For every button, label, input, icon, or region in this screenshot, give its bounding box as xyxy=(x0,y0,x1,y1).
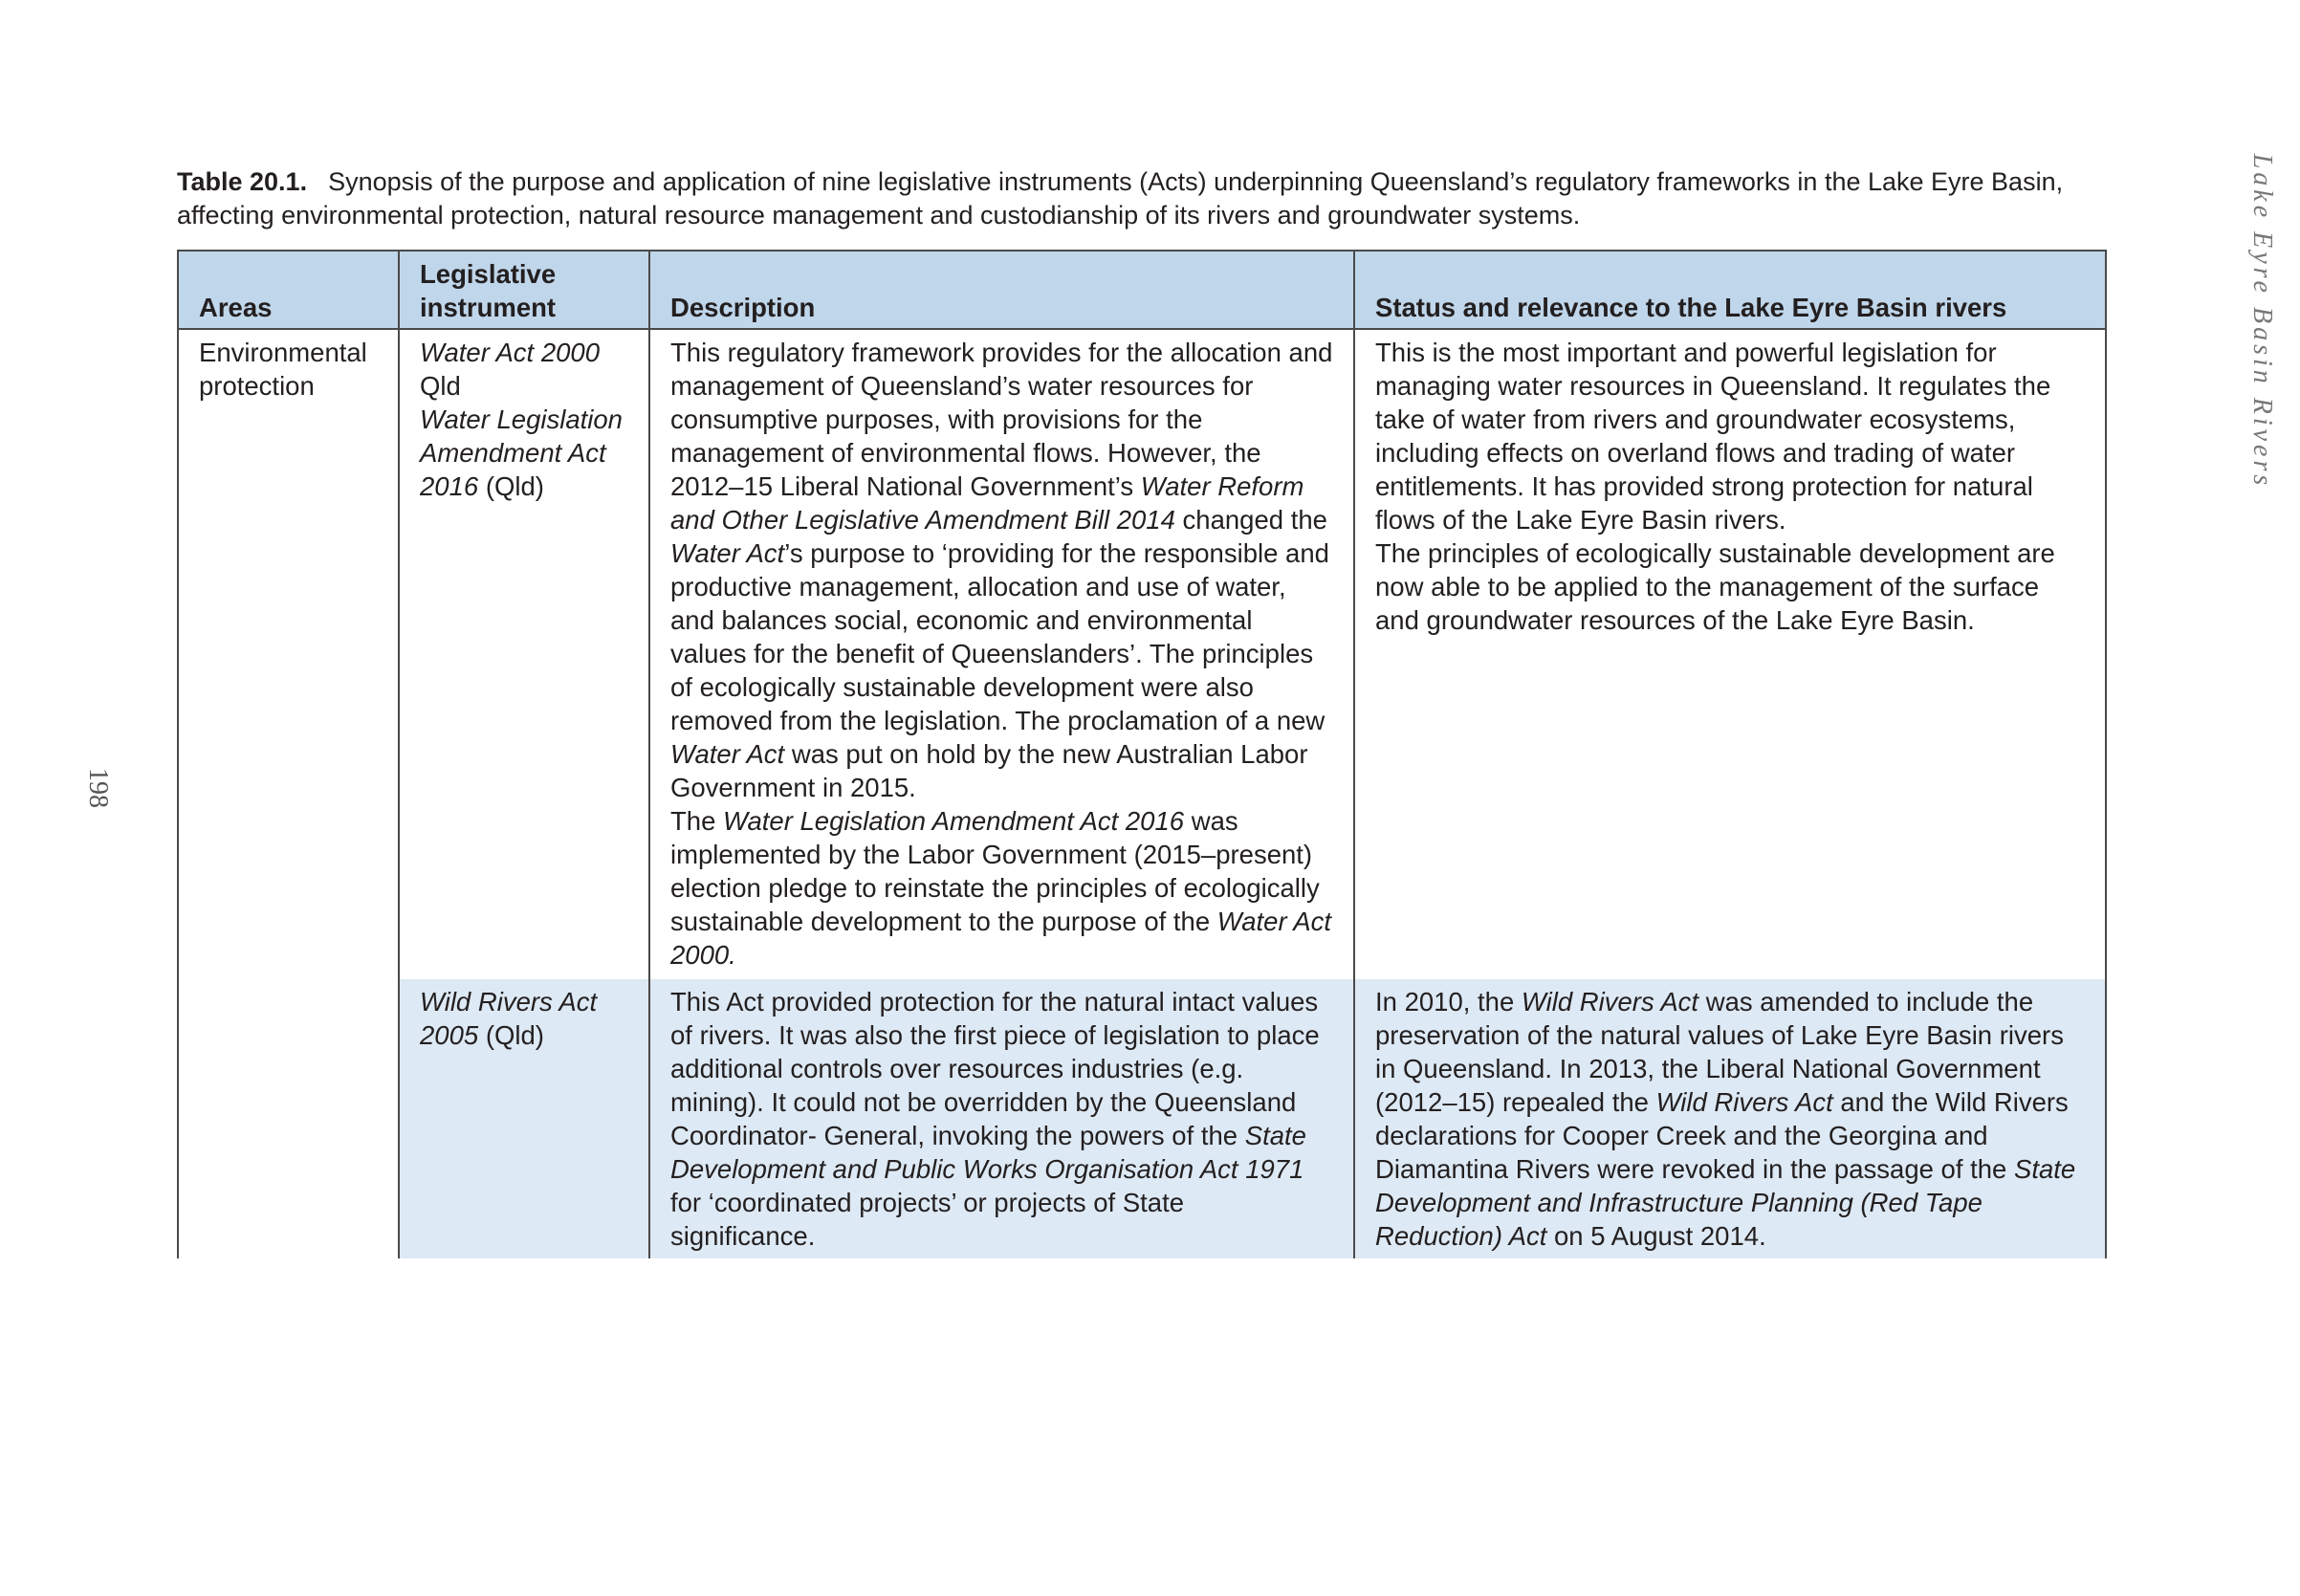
table-row xyxy=(178,329,2106,979)
instrument-title: Water Legislation Amendment Act 2016 xyxy=(420,404,623,501)
text-run: was put on hold by the new Australian Labor Government in 2015. xyxy=(670,739,1308,802)
text-run: The xyxy=(670,806,724,836)
text-run-italic: Water Act 2000. xyxy=(670,907,1331,970)
instrument-jurisdiction: (Qld) xyxy=(478,1020,544,1050)
text-run: changed the xyxy=(1174,505,1327,535)
instrument-jurisdiction: (Qld) xyxy=(478,471,544,501)
text-run-italic: Wild Rivers Act xyxy=(1655,1087,1833,1117)
text-run: This regulatory framework provides for the allocation and management of Queensland’s water resources for consumptive purposes, with provisions for the management of environmental flows. However, the 2012–15 Liberal National Government’s xyxy=(670,338,1333,501)
text-run-italic: Water Reform and Other Legislative Amendment Bill 2014 xyxy=(670,471,1304,535)
text-run-italic: Wild Rivers Act xyxy=(1521,987,1699,1017)
page-number: 198 xyxy=(83,768,113,808)
text-run: on 5 August 2014. xyxy=(1546,1221,1766,1251)
description-paragraph xyxy=(670,336,1334,804)
instrument-title: Wild Rivers Act 2005 xyxy=(420,987,598,1050)
header-description: Description xyxy=(649,251,1354,329)
text-run-italic: Water Legislation Amendment Act 2016 xyxy=(723,806,1185,836)
text-run-italic: State Development and Public Works Organisation Act 1971 xyxy=(670,1121,1306,1184)
cell-area: Environmental protection xyxy=(178,329,399,1258)
table-header-row xyxy=(178,251,2106,329)
cell-status xyxy=(1354,979,2106,1258)
text-run: ’s purpose to ‘providing for the responsible and productive management, allocation and use of water, and balances social, economic and environmental values for the benefit of Queenslanders’. The principles of ecologically sustainable development were also removed from the legislation. The proclamation of a new xyxy=(670,538,1329,735)
header-legislative-instrument: Legislative instrument xyxy=(399,251,649,329)
cell-description xyxy=(649,979,1354,1258)
table-row xyxy=(178,979,2106,1258)
cell-description xyxy=(649,329,1354,979)
status-paragraph: The principles of ecologically sustainable development are now able to be applied to the management of the surface and groundwater resources of the Lake Eyre Basin. xyxy=(1375,538,2055,635)
cell-instrument xyxy=(399,979,649,1258)
table-caption xyxy=(177,165,2090,232)
text-run: for ‘coordinated projects’ or projects of State significance. xyxy=(670,1188,1185,1251)
header-areas: Areas xyxy=(178,251,399,329)
cell-instrument xyxy=(399,329,649,979)
cell-status xyxy=(1354,329,2106,979)
table-caption-text: Synopsis of the purpose and application of nine legislative instruments (Acts) underpinning Queensland’s regulatory frameworks in the Lake Eyre Basin, affecting environmental protection, natural resource management and custodianship of its rivers and groundwater systems. xyxy=(177,167,2064,230)
text-run-italic: Water Act xyxy=(670,538,785,568)
text-run: and the Wild Rivers declarations for Cooper Creek and the Georgina and Diamantina Rivers were revoked in the passage of the xyxy=(1375,1087,2069,1184)
text-run: This Act provided protection for the natural intact values of rivers. It was also the first piece of legislation to place additional controls over resources industries (e.g. mining). It could not be overridden by the Queensland Coordinator- General, invoking the powers of the xyxy=(670,987,1320,1150)
description-paragraph xyxy=(670,804,1334,972)
running-head: Lake Eyre Basin Rivers xyxy=(2247,153,2277,490)
text-run-italic: State Development and Infrastructure Planning (Red Tape Reduction) Act xyxy=(1375,1154,2076,1251)
instrument-title: Water Act 2000 xyxy=(420,338,601,367)
table-caption-label: Table 20.1. xyxy=(177,167,308,196)
legislation-table xyxy=(177,250,2107,1258)
text-run-italic: Water Act xyxy=(670,739,785,769)
text-run: was implemented by the Labor Government (2015–present) election pledge to reinstate the principles of ecologically sustainable development to the purpose of the xyxy=(670,806,1320,936)
header-status: Status and relevance to the Lake Eyre Basin rivers xyxy=(1354,251,2106,329)
text-run: In 2010, the xyxy=(1375,987,1522,1017)
status-paragraph: This is the most important and powerful legislation for managing water resources in Queensland. It regulates the take of water from rivers and groundwater ecosystems, including effects on overland flows and trading of water entitlements. It has provided strong protection for natural flows of the Lake Eyre Basin rivers. xyxy=(1375,338,2051,535)
instrument-jurisdiction: Qld xyxy=(420,371,461,401)
text-run: was amended to include the preservation of the natural values of Lake Eyre Basin rivers in Queensland. In 2013, the Liberal National Government (2012–15) repealed the xyxy=(1375,987,2064,1117)
